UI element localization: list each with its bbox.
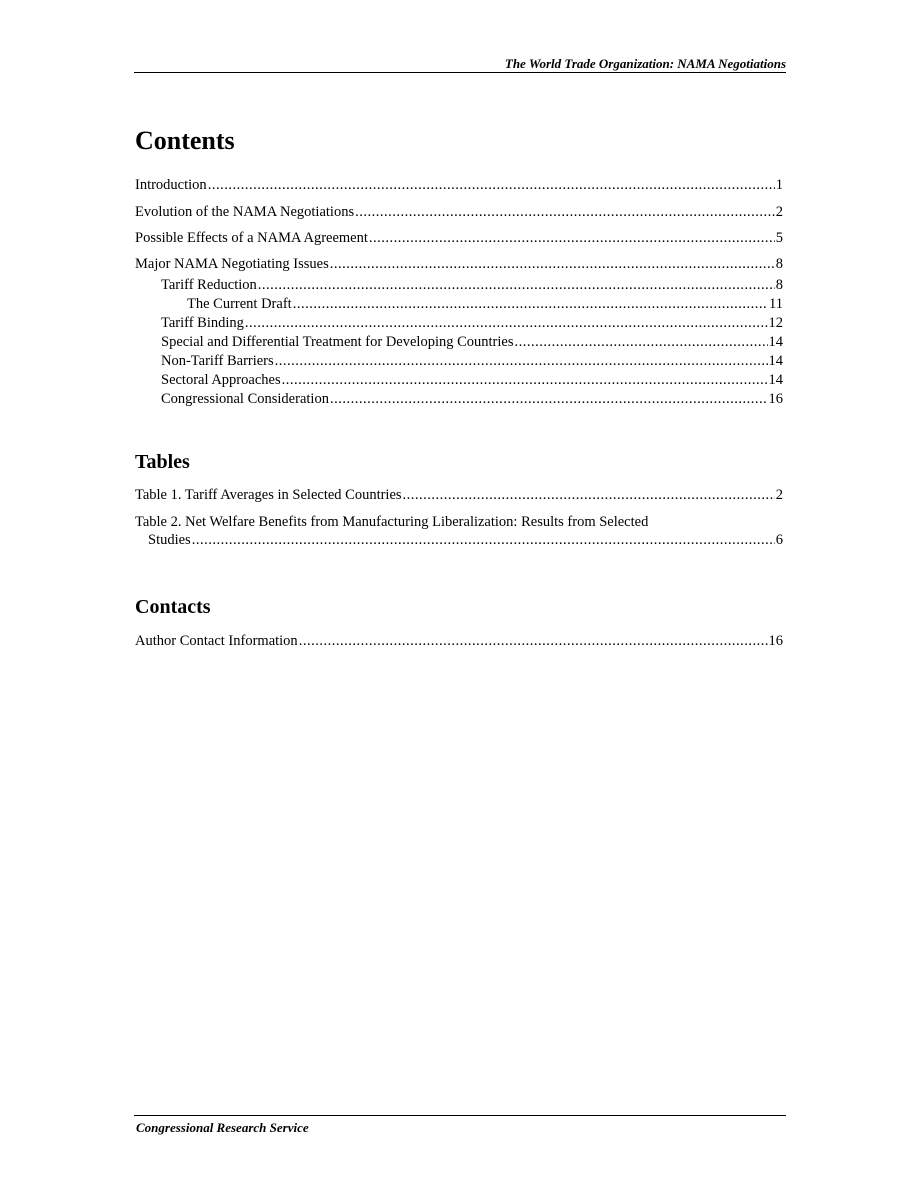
toc-entry-page: 1 xyxy=(775,177,783,193)
contents-list xyxy=(135,176,783,416)
toc-entry-label: Introduction xyxy=(135,177,207,193)
dot-leader xyxy=(208,176,775,194)
dot-leader xyxy=(299,632,768,650)
toc-entry-label: Congressional Consideration xyxy=(161,391,329,407)
tables-list xyxy=(135,486,783,556)
toc-entry[interactable] xyxy=(135,255,783,273)
toc-entry-page: 14 xyxy=(768,372,783,388)
toc-entry-label-line1[interactable]: Table 2. Net Welfare Benefits from Manufacturing Liberalization: Results from Selected xyxy=(135,514,649,530)
contacts-list xyxy=(135,632,783,652)
toc-entry-page: 8 xyxy=(775,256,783,272)
toc-entry-page: 16 xyxy=(768,633,783,649)
toc-entry-label: Tariff Reduction xyxy=(161,277,257,293)
tables-heading: Tables xyxy=(135,451,190,473)
toc-entry-label: Table 1. Tariff Averages in Selected Countries xyxy=(135,487,402,503)
dot-leader xyxy=(293,295,768,313)
toc-entry-label: Author Contact Information xyxy=(135,633,298,649)
dot-leader xyxy=(258,276,775,294)
dot-leader xyxy=(282,371,768,389)
toc-entry-page: 6 xyxy=(775,532,783,548)
dot-leader xyxy=(355,203,775,221)
dot-leader xyxy=(369,229,775,247)
dot-leader xyxy=(330,390,768,408)
dot-leader xyxy=(330,255,775,273)
toc-entry-page: 2 xyxy=(775,204,783,220)
toc-entry-page: 12 xyxy=(768,315,783,331)
toc-entry-label: Tariff Binding xyxy=(161,315,244,331)
dot-leader xyxy=(514,333,767,351)
toc-entry[interactable] xyxy=(135,203,783,221)
dot-leader xyxy=(192,531,775,549)
dot-leader xyxy=(245,314,768,332)
toc-entry[interactable] xyxy=(187,295,783,313)
dot-leader xyxy=(403,486,775,504)
contacts-heading: Contacts xyxy=(135,596,211,618)
dot-leader xyxy=(275,352,768,370)
toc-entry-label: Non-Tariff Barriers xyxy=(161,353,274,369)
toc-entry-label: Possible Effects of a NAMA Agreement xyxy=(135,230,368,246)
toc-entry[interactable] xyxy=(135,632,783,650)
toc-entry-page: 8 xyxy=(775,277,783,293)
toc-entry[interactable] xyxy=(135,229,783,247)
toc-entry[interactable] xyxy=(161,390,783,408)
running-footer: Congressional Research Service xyxy=(136,1120,309,1135)
toc-entry-label: Sectoral Approaches xyxy=(161,372,281,388)
toc-entry-label: The Current Draft xyxy=(187,296,292,312)
toc-entry-page: 14 xyxy=(768,353,783,369)
contents-heading: Contents xyxy=(135,126,235,155)
toc-entry-page: 2 xyxy=(775,487,783,503)
toc-entry-label: Evolution of the NAMA Negotiations xyxy=(135,204,355,220)
toc-entry[interactable] xyxy=(135,486,783,504)
toc-entry-page: 14 xyxy=(768,334,783,350)
toc-entry[interactable] xyxy=(161,314,783,332)
toc-entry[interactable] xyxy=(161,276,783,294)
toc-entry[interactable] xyxy=(148,531,783,549)
running-header: The World Trade Organization: NAMA Negotiations xyxy=(504,56,786,71)
toc-entry-label-line2: Studies xyxy=(148,532,191,548)
header-rule xyxy=(134,72,786,73)
toc-entry[interactable] xyxy=(161,352,783,370)
toc-entry[interactable] xyxy=(135,176,783,194)
footer-rule xyxy=(134,1115,786,1116)
toc-entry[interactable] xyxy=(161,333,783,351)
toc-entry-label: Major NAMA Negotiating Issues xyxy=(135,256,329,272)
toc-entry[interactable] xyxy=(161,371,783,389)
toc-entry-page: 5 xyxy=(775,230,783,246)
toc-entry-page: 11 xyxy=(769,296,783,312)
toc-entry-label: Special and Differential Treatment for Developing Countries xyxy=(161,334,514,350)
toc-entry-page: 16 xyxy=(768,391,783,407)
